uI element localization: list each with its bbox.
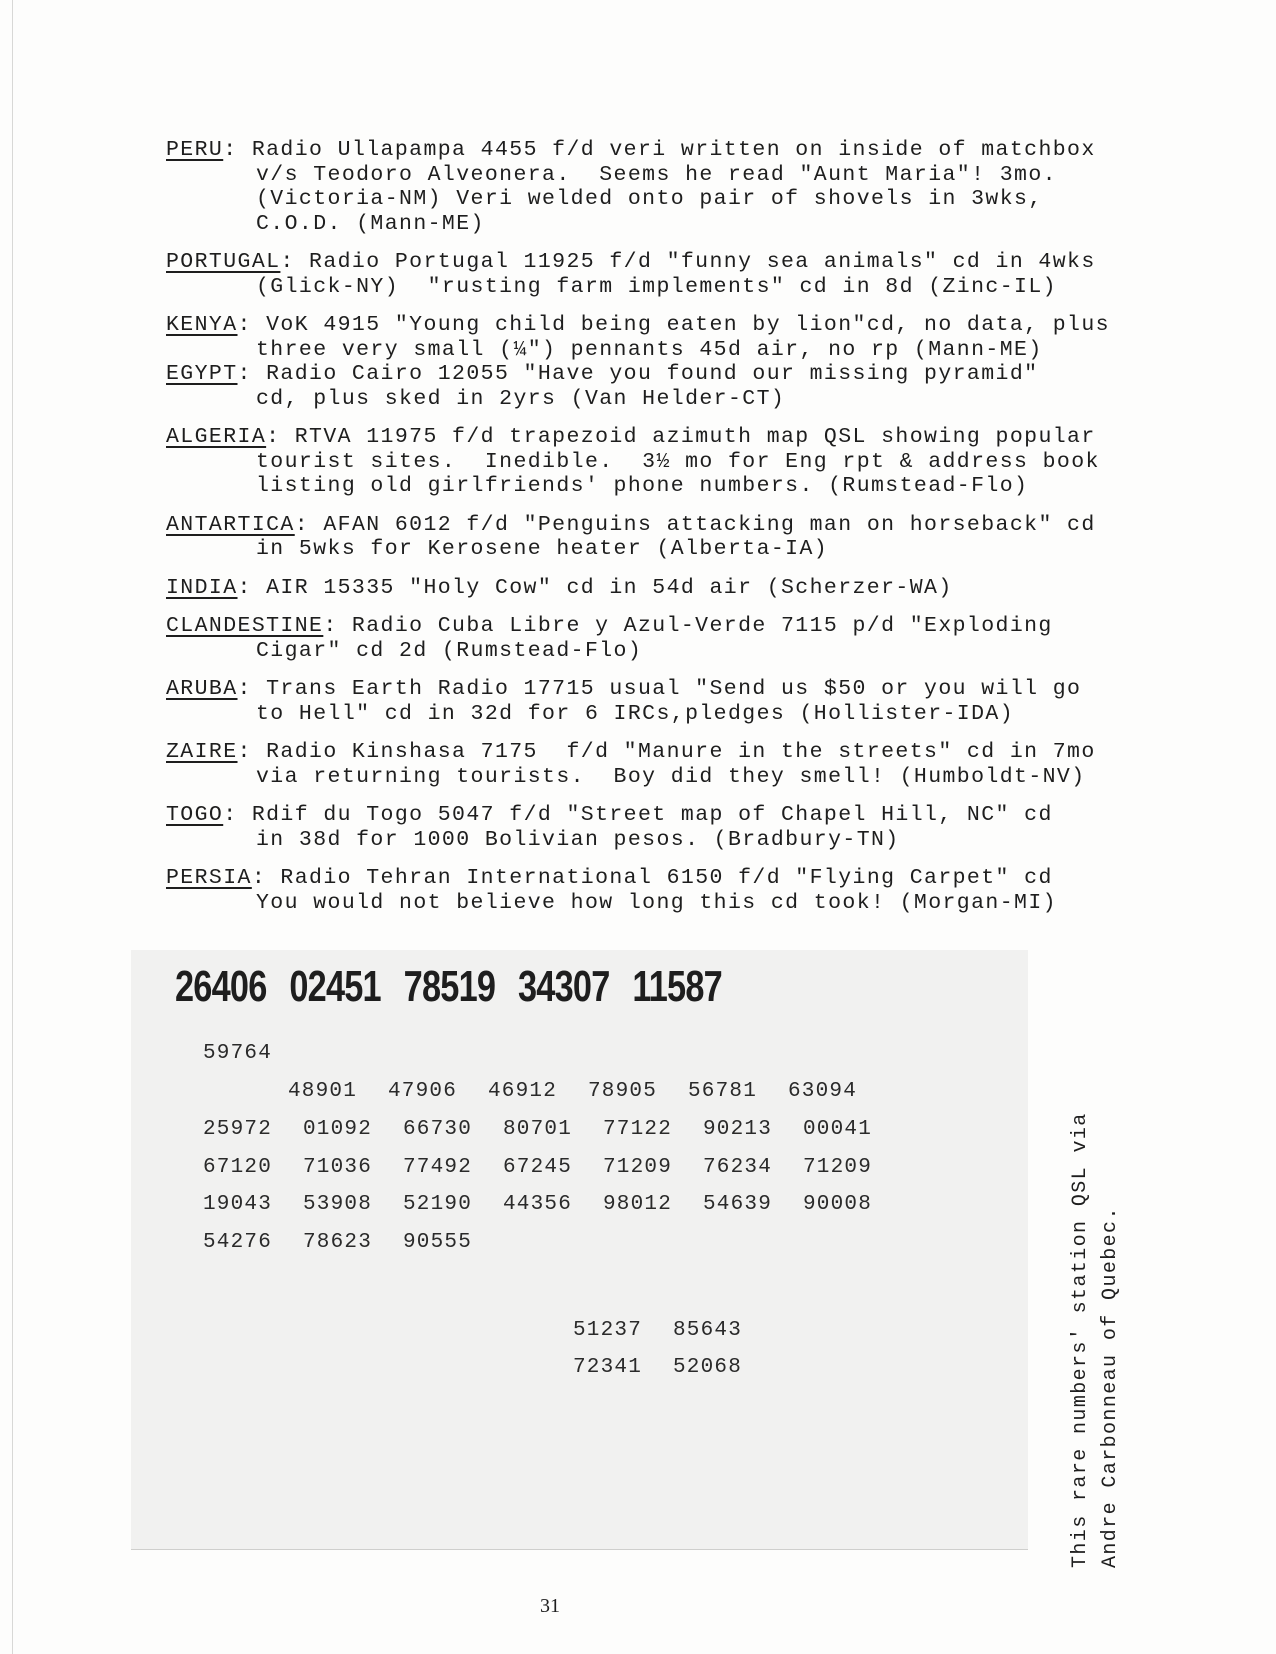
entry-continuation-line: (Glick-NY) "rusting farm implements" cd in 8d (Zinc-IL) [256, 274, 1057, 299]
report-entry [166, 803, 1166, 852]
number-group: 44356 [503, 1193, 573, 1216]
entry-continuation-line: three very small (¼") pennants 45d air, no rp (Mann-ME) [256, 337, 1043, 362]
entry-continuation-line: Cigar" cd 2d (Rumstead-Flo) [256, 638, 643, 663]
report-entry [166, 576, 1166, 601]
number-group: 47906 [388, 1080, 458, 1103]
report-entry [166, 362, 1166, 411]
number-group: 90008 [803, 1193, 873, 1216]
report-entry [166, 677, 1166, 726]
entry-continuation-line: (Victoria-NM) Veri welded onto pair of shovels in 3wks, [256, 187, 1043, 211]
number-group: 90555 [403, 1231, 473, 1254]
entry-text: : Radio Portugal 11925 f/d "funny sea animals" cd in 4wks [280, 250, 1096, 274]
number-group: 78623 [303, 1231, 373, 1254]
number-group: 71036 [303, 1156, 373, 1179]
entry-first-line [166, 866, 1166, 891]
number-group: 76234 [703, 1156, 773, 1179]
number-group: 01092 [303, 1118, 373, 1141]
report-entry [166, 866, 1166, 915]
country-name: EGYPT [166, 362, 238, 386]
entry-text: : AIR 15335 "Holy Cow" cd in 54d air (Scherzer-WA) [237, 575, 953, 600]
country-name: CLANDESTINE [166, 614, 324, 638]
number-group: 59764 [203, 1042, 273, 1065]
entry-continuation-line: v/s Teodoro Alveonera. Seems he read "Aunt Maria"! 3mo. [256, 162, 1057, 187]
number-group: 46912 [488, 1080, 558, 1103]
number-group: 56781 [688, 1080, 758, 1103]
entry-continuation-line: cd, plus sked in 2yrs (Van Helder-CT) [256, 386, 786, 411]
page-number: 31 [540, 1595, 560, 1617]
country-name: INDIA [166, 575, 238, 600]
report-entry [166, 740, 1166, 789]
entry-first-line [166, 425, 1166, 450]
entry-text: : Radio Kinshasa 7175 f/d "Manure in the streets" cd in 7mo [237, 740, 1096, 764]
country-name: PERSIA [166, 866, 252, 890]
qsl-caption: This rare numbers' station QSL via Andre Carbonneau of Quebec. [1069, 1112, 1122, 1568]
number-group: 52190 [403, 1193, 473, 1216]
number-group: 67120 [203, 1156, 273, 1179]
report-entry [166, 313, 1166, 362]
entry-text: : Radio Ullapampa 4455 f/d veri written on inside of matchbox [223, 138, 1096, 162]
entry-text: : Radio Cuba Libre y Azul-Verde 7115 p/d "Exploding [323, 614, 1053, 638]
entry-continuation-line: via returning tourists. Boy did they smell! (Humboldt-NV) [256, 764, 1086, 789]
entry-first-line [166, 313, 1166, 338]
number-group: 25972 [203, 1118, 273, 1141]
entry-first-line [166, 576, 1166, 601]
number-group: 80701 [503, 1118, 573, 1141]
number-group: 85643 [673, 1319, 743, 1342]
entry-continuation-line: in 5wks for Kerosene heater (Alberta-IA) [256, 537, 829, 561]
country-name: ANTARTICA [166, 512, 295, 537]
number-group: 72341 [573, 1356, 643, 1379]
number-group: 71209 [603, 1156, 673, 1179]
number-group: 90213 [703, 1118, 773, 1141]
entry-continuation-line: in 38d for 1000 Bolivian pesos. (Bradbury-TN) [256, 827, 900, 852]
number-group: 00041 [803, 1118, 873, 1141]
country-name: KENYA [166, 313, 238, 337]
entry-text: : Trans Earth Radio 17715 usual "Send us $50 or you will go [237, 677, 1082, 701]
entry-first-line [166, 614, 1166, 639]
number-group: 78905 [588, 1080, 658, 1103]
country-name: TOGO [166, 803, 224, 827]
number-group: 77492 [403, 1156, 473, 1179]
number-group: 51237 [573, 1319, 643, 1342]
qsl-report-list [166, 138, 1166, 929]
entry-text: : Rdif du Togo 5047 f/d "Street map of Chapel Hill, NC" cd [223, 803, 1053, 827]
entry-first-line [166, 362, 1166, 387]
report-entry [166, 250, 1166, 299]
entry-continuation-line: tourist sites. Inedible. 3½ mo for Eng rpt & address book [256, 449, 1100, 474]
entry-continuation-line: to Hell" cd in 32d for 6 IRCs,pledges (Hollister-IDA) [256, 701, 1015, 726]
entry-continuation-line: You would not believe how long this cd took! (Morgan-MI) [256, 890, 1057, 915]
country-name: PORTUGAL [166, 250, 281, 274]
entry-first-line [166, 677, 1166, 702]
number-group: 52068 [673, 1356, 743, 1379]
country-name: ARUBA [166, 677, 238, 701]
entry-continuation-line: C.O.D. (Mann-ME) [256, 211, 485, 236]
entry-text: : AFAN 6012 f/d "Penguins attacking man on horseback" cd [294, 512, 1096, 537]
number-group: 77122 [603, 1118, 673, 1141]
entry-first-line [166, 803, 1166, 828]
number-group: 19043 [203, 1193, 273, 1216]
number-group: 54639 [703, 1193, 773, 1216]
entry-continuation-line: listing old girlfriends' phone numbers. (Rumstead-Flo) [256, 474, 1029, 498]
numbers-station-qsl-card [131, 950, 1028, 1550]
number-group: 66730 [403, 1118, 473, 1141]
entry-text: : Radio Cairo 12055 "Have you found our missing pyramid" [237, 362, 1039, 386]
country-name: PERU [166, 138, 224, 162]
entry-first-line [166, 740, 1166, 765]
number-group: 63094 [788, 1080, 858, 1103]
number-group: 48901 [288, 1080, 358, 1103]
number-group: 54276 [203, 1231, 273, 1254]
number-group: 71209 [803, 1156, 873, 1179]
number-group: 98012 [603, 1193, 673, 1216]
page-edge [12, 0, 13, 1654]
report-entry [166, 614, 1166, 663]
entry-text: : VoK 4915 "Young child being eaten by lion"cd, no data, plus [237, 313, 1110, 337]
report-entry [166, 425, 1166, 499]
entry-first-line [166, 250, 1166, 275]
number-group: 53908 [303, 1193, 373, 1216]
qsl-headline-numbers: 26406 02451 78519 34307 11587 [175, 962, 722, 1011]
entry-first-line [166, 138, 1166, 163]
entry-text: : RTVA 11975 f/d trapezoid azimuth map QSL showing popular [266, 425, 1096, 449]
report-entry [166, 138, 1166, 236]
country-name: ZAIRE [166, 740, 238, 764]
country-name: ALGERIA [166, 425, 267, 449]
number-group: 67245 [503, 1156, 573, 1179]
report-entry [166, 513, 1166, 562]
entry-text: : Radio Tehran International 6150 f/d "Flying Carpet" cd [251, 866, 1053, 890]
entry-first-line [166, 513, 1166, 538]
